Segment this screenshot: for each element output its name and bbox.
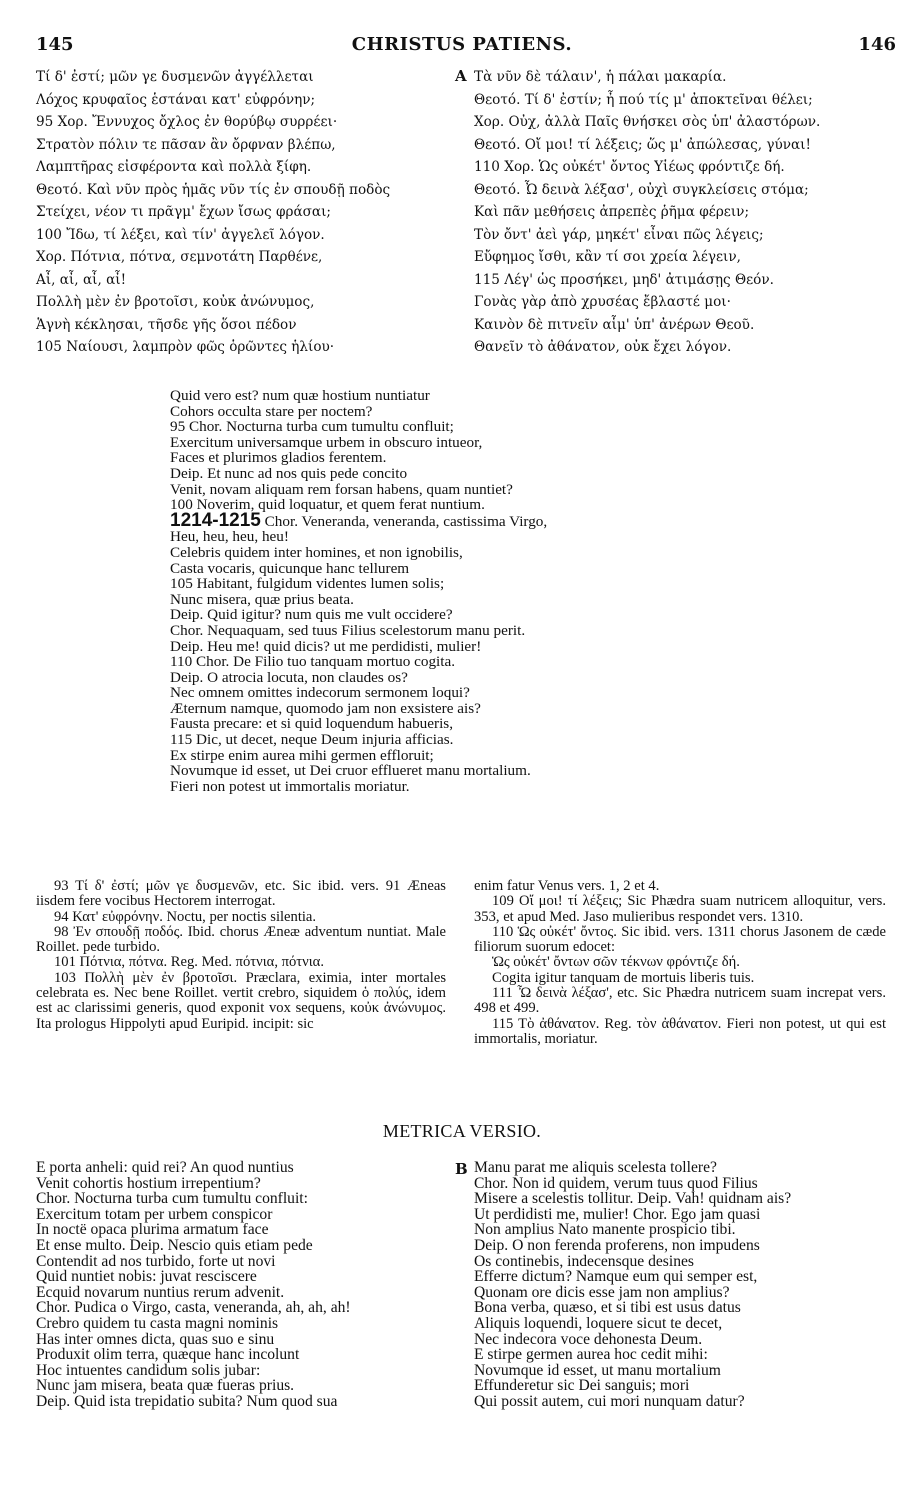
greek-verse-line: Λαμπτῆρας εἰσφέροντα καὶ πολλὰ ξίφη. [36,159,312,175]
footnote-paragraph: 103 Πολλὴ μὲν ἐν βροτοῖσι. Præclara, eximia, inter mortales celebrata es. Nec bene Roillet. vertit crebro, siquidem ὁ πολύς, idem est ac clarissimi generis, quod exponit vox sequens, κοὐκ ἀνώνυμος. Ita prologus Hippolyti apud Euripid. incipit: sic [36,969,446,1032]
metrica-verse-line: Nec indecora voce dehonesta Deum. [474,1330,703,1348]
metrica-verse-line: Produxit olim terra, quæque hanc incolunt [36,1346,300,1364]
greek-verse-line: Τὸν ὄντ' ἀεὶ γάρ, μηκέτ' εἶναι πῶς λέγεις; [474,226,764,243]
latin-verse-line: Exercitum universamque urbem in obscuro intueor, [170,433,483,451]
metrica-verse-line: Ecquid novarum nuntius rerum advenit. [36,1283,285,1301]
metrica-verse-line: Effunderetur sic Dei sanguis; mori [474,1377,690,1395]
metrica-verse-line: Contendit ad nos turbido, forte ut novi [36,1252,276,1270]
margin-mark-a: A [455,67,467,85]
greek-verse-line: Γονὰς γὰρ ἀπὸ χρυσέας ἔβλαστέ μοι· [474,294,731,310]
metrica-verse-line: Manu parat me aliquis scelesta tollere? [474,1159,717,1176]
greek-verse-line: Τί δ' ἐστί; μῶν γε δυσμενῶν ἀγγέλλεται [36,69,314,85]
metrica-verse-line: In noctë opaca plurima armatum face [36,1221,269,1239]
metrica-verse-line: Qui possit autem, cui mori nunquam datur? [474,1392,745,1410]
latin-verse-line: Deip. Et nunc ad nos quis pede concito [170,464,408,482]
latin-verse-line: 105 Habitant, fulgidum videntes lumen solis; [170,575,445,593]
latin-verse-line: Celebris quidem inter homines, et non ignobilis, [170,543,463,561]
metrica-verse-line: Crebro quidem tu casta magni nominis [36,1314,279,1332]
latin-verse-line: Deip. Quid igitur? num quis me vult occidere? [170,606,453,624]
latin-verse-line: 95 Chor. Nocturna turba cum tumultu confluit; [170,418,454,436]
metrica-verse-line: Quonam ore dicis esse jam non amplius? [474,1283,730,1301]
latin-verse-line: Deip. Heu me! quid dicis? ut me perdidisti, mulier! [170,637,482,655]
latin-verse-line: Venit, novam aliquam rem forsan habens, quam nuntiet? [170,480,513,498]
metrica-verse-line: Quid nuntiet nobis: juvat resciscere [36,1268,257,1286]
metrica-verse-line: Nunc jam misera, beata quæ fueras prius. [36,1377,295,1395]
metrica-verse-line: Venit cohortis hostium irrepentium? [36,1174,261,1192]
metrica-verse-line: Bona verba, quæso, et si tibi est usus datus [474,1299,741,1317]
metrica-verse-line: Non amplius Nato manente prospicio tibi. [474,1221,736,1239]
metrica-verse-line: Deip. O non ferenda proferens, non impudens [474,1236,760,1254]
footnote-paragraph: enim fatur Venus vers. 1, 2 et 4. [474,878,660,894]
metrica-verse-line: Deip. Quid ista trepidatio subita? Num quod sua [36,1392,338,1410]
metrica-verse-line: Exercitum totam per urbem conspicor [36,1205,273,1223]
footnote-paragraph: 98 Ἐν σπουδῇ ποδός. Ibid. chorus Æneæ adventum nuntiat. Male Roillet. pede turbido. [36,923,446,956]
left-page-number: 145 [36,34,74,55]
footnote-paragraph: Ὡς οὐκέτ' ὄντων σῶν τέκνων φρόντιζε δή. [492,954,740,971]
metrica-verse-line: Efferre dictum? Namque eum qui semper est, [474,1268,758,1286]
greek-verse-line: Καὶ πᾶν μεθήσεις ἀπρεπὲς ῥῆμα φέρειν; [474,204,750,220]
margin-mark-b: B [455,1160,468,1178]
greek-verse-line: 110 Χορ. Ὡς οὐκέτ' ὄντος Υἱέως φρόντιζε δή. [474,159,785,175]
latin-verse-line: Fausta precare: et si quid loquendum habueris, [170,715,454,733]
greek-verse-line: Θεοτό. Οἴ μοι! τί λέξεις; ὥς μ' ἀπώλεσας, γύναι! [474,136,811,153]
latin-verse-line: Deip. O atrocia locuta, non claudes os? [170,668,408,686]
metrica-verse-line: Os continebis, indecensque desines [474,1252,694,1270]
footnote-paragraph: 93 Τί δ' ἐστί; μῶν γε δυσμενῶν, etc. Sic ibid. vers. 91 Æneas iisdem fere vocibus Hectorem interrogat. [36,878,446,910]
section-title: METRICA VERSIO. [382,1121,542,1141]
greek-verse-line: 105 Ναίουσι, λαμπρὸν φῶς ὁρῶντες ἡλίου· [36,339,335,355]
footnote-paragraph: 94 Κατ' εὐφρόνην. Noctu, per noctis silentia. [54,908,317,925]
latin-translation [170,388,547,794]
latin-verse-line: Casta vocaris, quicunque hanc tellurem [170,559,410,577]
greek-verse-line: Ἁγνὴ κέκλησαι, τῆσδε γῆς ὅσοι πέδον [36,316,297,333]
latin-verse-line: Fieri non potest ut immortalis moriatur. [170,777,410,795]
metrica-verse-line: E porta anheli: quid rei? An quod nuntius [36,1159,294,1176]
latin-verse-text: Chor. Veneranda, veneranda, castissima Virgo, [264,512,548,530]
greek-verse-line: 100 Ἴδω, τί λέξει, καὶ τίν' ἀγγελεῖ λόγον. [36,226,325,243]
greek-verse-line: 115 Λέγ' ὡς προσήκει, μηδ' ἀτιμάσῃς Θεόν. [474,271,774,288]
greek-verse-line: Καινὸν δὲ πιτνεῖν αἷμ' ὑπ' ἀνέρων Θεοῦ. [474,316,755,333]
metrica-verse-line: Chor. Non id quidem, verum tuus quod Filius [474,1174,758,1192]
latin-verse-line-with-reference [170,509,548,531]
greek-verse-line: Στείχει, νέον τι πρᾶγμ' ἔχων ἴσως φράσαι; [36,204,332,220]
notes-left-column [36,879,446,1032]
footnote-paragraph: 110 Ὡς οὐκέτ' ὄντος. Sic ibid. vers. 1311 chorus Jasonem de cæde filiorum suorum edocet: [474,923,886,956]
metrica-verse-line: Aliquis loquendi, loquere sicut te decet, [474,1314,723,1332]
metrica-verse-line: Chor. Nocturna turba cum tumultu confluit: [36,1190,308,1208]
footnote-paragraph: Cogita igitur tanquam de mortuis liberis tuis. [492,969,755,986]
greek-verse-line: Θανεῖν τὸ ἀθάνατον, οὐκ ἔχει λόγον. [474,339,732,355]
metrica-verse-line: Has inter omnes dicta, quas suo e sinu [36,1330,275,1348]
latin-verse-line: Cohors occulta stare per noctem? [170,402,373,420]
greek-verse-line: Στρατὸν πόλιν τε πᾶσαν ἂν ὄρφναν βλέπω, [36,136,336,153]
metrica-verse-line: Novumque id esset, ut manu mortalium [474,1361,721,1379]
latin-verse-line: Æternum namque, quomodo jam non exsistere ais? [170,699,481,717]
greek-text-right-column [474,66,820,359]
column-reference-mark: 1214-1215 [170,509,261,531]
latin-verse-line: Nunc misera, quæ prius beata. [170,590,354,608]
footnote-paragraph: 111 Ὦ δεινὰ λέξασ', etc. Sic Phædra nutricem suam increpat vers. 498 et 499. [474,985,886,1017]
metrica-verse-line: Ut perdidisti me, mulier! Chor. Ego jam quasi [474,1205,761,1223]
latin-verse-line: Faces et plurimos gladios ferentem. [170,449,387,467]
right-page-number: 146 [858,34,896,55]
greek-verse-line: Θεοτό. Καὶ νῦν πρὸς ἡμᾶς νῦν τίς ἐν σπουδῇ ποδὸς [36,181,391,198]
running-title: CHRISTUS PATIENS. [351,34,573,55]
latin-verse-line: 100 Noverim, quid loquatur, et quem ferat nuntium. [170,496,485,514]
latin-verse-line: Nec omnem omittes indecorum sermonem loqui? [170,684,470,702]
metrica-verse-line: Et ense multo. Deip. Nescio quis etiam pede [36,1236,313,1254]
greek-verse-line: Θεοτό. Ὦ δεινὰ λέξασ', οὐχὶ συγκλείσεις στόμα; [474,181,809,198]
metrica-versio-left-column [36,1160,351,1410]
greek-verse-line: 95 Χορ. Ἔννυχος ὄχλος ἐν θορύβῳ συρρέει· [36,114,338,130]
notes-right-column [474,879,886,1047]
latin-verse-line: Quid vero est? num quæ hostium nuntiatur [170,387,430,404]
metrica-verse-line: Hoc intuentes candidum solis jubar: [36,1361,261,1379]
greek-verse-line: Θεοτό. Τί δ' ἐστίν; ἦ πού τίς μ' ἀποκτεῖναι θέλει; [474,91,813,108]
greek-verse-line: Εὔφημος ἴσθι, κἂν τί σοι χρεία λέγειν, [474,249,741,265]
latin-verse-line: Novumque id esset, ut Dei cruor efflueret manu mortalium. [170,762,531,780]
latin-verse-line: Chor. Nequaquam, sed tuus Filius scelestorum manu perit. [170,621,526,639]
greek-verse-line: Λόχος κρυφαῖος ἑστάναι κατ' εὐφρόνην; [36,91,316,108]
latin-verse-line: 110 Chor. De Filio tuo tanquam mortuo cogita. [170,653,456,671]
greek-verse-line: Αἶ, αἶ, αἶ, αἶ! [36,271,127,288]
footnote-paragraph: 101 Πότνια, πότνα. Reg. Med. πότνια, πότνια. [54,954,324,971]
greek-text-left-column [36,66,390,359]
latin-verse-line: Ex stirpe enim aurea mihi germen effloruit; [170,746,434,764]
latin-verse-line: 115 Dic, ut decet, neque Deum injuria afficias. [170,731,454,749]
footnote-paragraph: 115 Τὸ ἀθάνατον. Reg. τὸν ἀθάνατον. Fieri non potest, ut qui est immortalis, moriatur. [474,1015,886,1047]
metrica-verse-line: E stirpe germen aurea hoc cedit mihi: [474,1346,708,1364]
metrica-verse-line: Misere a scelestis tollitur. Deip. Vah! quidnam ais? [474,1190,792,1208]
footnote-paragraph: 109 Οἴ μοι! τί λέξεις; Sic Phædra suam nutricem alloquitur, vers. 353, et apud Med. Jaso mulieribus respondet vers. 1310. [474,893,886,925]
greek-verse-line: Χορ. Πότνια, πότνα, σεμνοτάτη Παρθένε, [36,249,323,265]
greek-verse-line: Πολλὴ μὲν ἐν βροτοῖσι, κοὐκ ἀνώνυμος, [36,294,315,310]
metrica-verse-line: Chor. Pudica o Virgo, casta, veneranda, ah, ah, ah! [36,1299,351,1317]
greek-verse-line: Χορ. Οὐχ, ἀλλὰ Παῖς θνήσκει σὸς ὑπ' ἀλαστόρων. [474,114,821,130]
latin-verse-line: Heu, heu, heu, heu! [170,528,289,546]
greek-verse-line: Τὰ νῦν δὲ τάλαιν', ἡ πάλαι μακαρία. [474,69,727,85]
metrica-versio-right-column [474,1160,791,1410]
